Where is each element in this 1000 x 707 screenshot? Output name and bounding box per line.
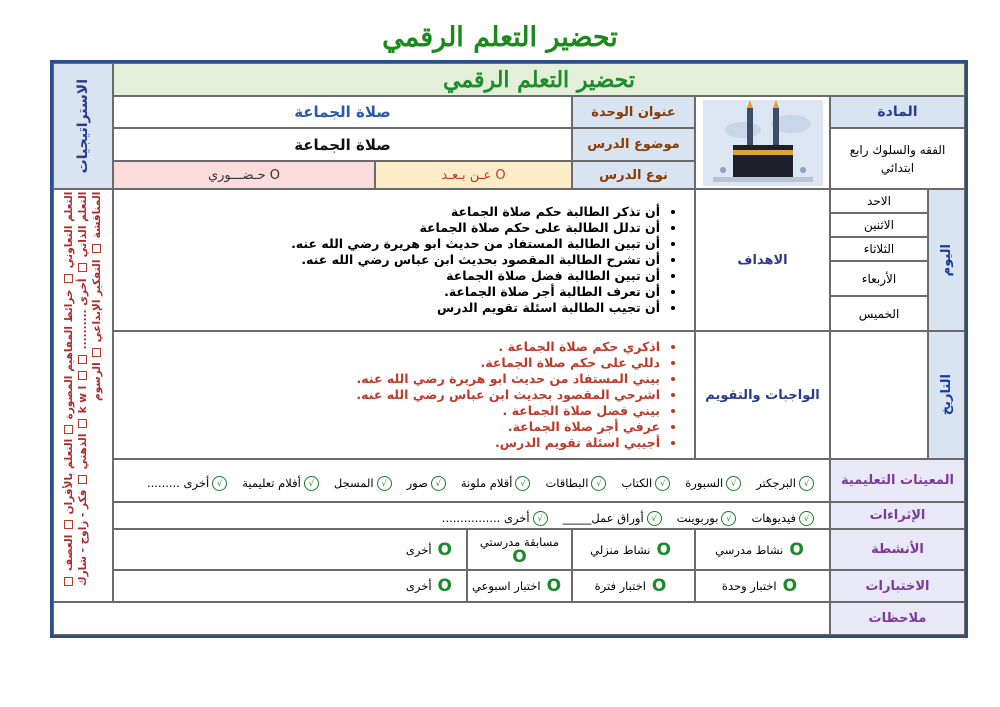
notes-label-cell — [830, 602, 965, 635]
strategy-label: المناقشة — [91, 192, 103, 243]
test-term[interactable]: اختبار فترة O — [572, 570, 695, 602]
check-circle-icon: √ — [304, 476, 319, 491]
aid-option-label: البطاقات — [545, 476, 589, 490]
tests-label-cell — [830, 570, 965, 602]
activity-other-label: أخرى — [405, 542, 432, 557]
lesson-value-cell — [113, 128, 572, 161]
aid-option[interactable] — [334, 476, 395, 491]
aids-label-cell — [830, 459, 965, 502]
day-label-sunday: الاحد — [867, 194, 891, 208]
subject-label-cell — [830, 96, 965, 128]
subject-label: المادة — [877, 104, 918, 120]
strategy-item[interactable] — [77, 382, 89, 430]
enrichment-option-label: أخرى ................ — [441, 511, 530, 525]
aid-option[interactable] — [685, 476, 744, 491]
enrichment-option-label: أوراق عمل_____ — [562, 511, 644, 525]
check-circle-icon: √ — [655, 476, 670, 491]
check-circle-icon: √ — [799, 511, 814, 526]
checkbox-icon — [65, 425, 74, 434]
notes-value-cell[interactable] — [53, 602, 830, 635]
homework-label: الواجبات والتقويم — [705, 387, 820, 403]
subject-value: الفقه والسلوك رابع ابتدائي — [849, 142, 946, 175]
strategy-item[interactable] — [91, 242, 103, 345]
unit-value-cell — [113, 96, 572, 128]
check-circle-icon: √ — [212, 476, 227, 491]
checkbox-icon — [65, 577, 74, 586]
activities-label: الأنشطة — [871, 542, 924, 557]
aid-option[interactable] — [147, 476, 230, 491]
objective-item: • أن تشرح الطالبة المقصود بحديث ابن عباس رضي الله عنه. — [291, 252, 660, 268]
objective-item: • أن تبين الطالبة المستفاد من حديث ابو هريرة رضي الله عنه. — [291, 236, 660, 252]
day-label-thursday: الخميس — [858, 306, 900, 321]
enrichment-label-cell — [830, 502, 965, 529]
strategies-label: الاستراتيجيات — [75, 78, 91, 174]
checkbox-icon — [65, 274, 74, 283]
check-circle-icon: √ — [431, 476, 446, 491]
objective-item: • أن تدلل الطالبة على حكم صلاة الجماعة — [291, 220, 660, 236]
objective-item: • أن تذكر الطالبة حكم صلاة الجماعة — [291, 204, 660, 220]
homework-item: • بيني فضل صلاة الجماعة . — [356, 403, 660, 419]
tests-label: الاختبارات — [865, 578, 930, 594]
subject-value-cell — [830, 128, 965, 189]
activity-home-label: نشاط منزلي — [590, 542, 651, 557]
date-label: التاريخ — [939, 374, 954, 416]
homework-item: • اذكري حكم صلاة الجماعة . — [356, 339, 660, 355]
homework-list — [356, 339, 682, 451]
activity-competition-label: مسابقة مدرستي — [479, 534, 560, 549]
checkbox-icon — [79, 263, 88, 272]
page-title: تحضير التعلم الرقمي — [382, 22, 618, 53]
aids-cell — [113, 459, 830, 502]
homework-item: • دللي على حكم صلاة الجماعة. — [356, 355, 660, 371]
aid-option-label: أخرى ......... — [146, 476, 210, 490]
check-circle-icon: √ — [515, 476, 530, 491]
objectives-list — [291, 204, 682, 316]
kaaba-image-cell — [695, 96, 830, 189]
activity-school[interactable]: نشاط مدرسي O — [695, 529, 830, 570]
aid-option-label: المسجل — [333, 476, 374, 490]
day-label: اليوم — [939, 243, 954, 277]
homework-item: • عرفي أجر صلاة الجماعة. — [356, 419, 660, 435]
aid-option[interactable] — [242, 476, 322, 491]
lesson-type-label-cell — [572, 161, 695, 189]
strategy-label: التعلم التعاوني — [63, 192, 75, 576]
strategy-item[interactable] — [63, 272, 75, 422]
check-circle-icon: √ — [591, 476, 606, 491]
aid-option-label: أفلام تعليمية — [242, 476, 301, 490]
strategy-label: فكر - زاوج - شارك — [77, 430, 89, 587]
presence-option[interactable] — [113, 161, 375, 189]
day-label-monday: الاثنين — [864, 218, 894, 232]
aid-option-label: السبورة — [685, 476, 724, 490]
strategy-label: خرائط المفاهيم المصورة — [63, 285, 75, 423]
aid-option-label: البرجكتر — [756, 476, 796, 490]
check-circle-icon: √ — [533, 511, 548, 526]
activity-school-label: نشاط مدرسي — [715, 542, 784, 557]
day-monday — [830, 213, 928, 237]
checkbox-icon — [79, 371, 88, 380]
strategy-label: العصف الذهني — [63, 433, 89, 572]
test-term-label: اختبار فترة — [594, 579, 646, 593]
unit-value: صلاة الجماعة — [294, 103, 391, 121]
check-circle-icon: √ — [726, 476, 741, 491]
enrichment-option-label: فيديوهات — [751, 511, 796, 525]
aid-option-label: الكتاب — [621, 476, 653, 490]
strategies-list — [56, 192, 110, 598]
activities-label-cell — [830, 529, 965, 570]
objective-item: • أن تعرف الطالبة أجر صلاة الجماعة. — [291, 284, 660, 300]
strategy-label: التعلم بالأقران — [63, 435, 75, 519]
kaaba-icon — [703, 100, 823, 186]
checkbox-icon — [79, 475, 88, 484]
day-tuesday — [830, 237, 928, 261]
remote-option[interactable] — [375, 161, 572, 189]
strategy-item[interactable] — [77, 261, 89, 352]
header-title-bar — [113, 63, 965, 96]
aid-option[interactable] — [461, 476, 534, 491]
strategies-header — [53, 63, 113, 189]
objective-item: • أن تجيب الطالبة اسئلة تقويم الدرس — [291, 300, 660, 316]
day-header — [928, 189, 965, 331]
day-label-wednesday: الأربعاء — [861, 271, 897, 286]
objective-item: • أن تبين الطالبة فضل صلاة الجماعة — [291, 268, 660, 284]
objectives-cell — [113, 189, 695, 331]
date-header — [928, 331, 965, 459]
day-thursday — [830, 296, 928, 331]
day-wednesday — [830, 261, 928, 296]
checkbox-icon — [79, 419, 88, 428]
aid-option[interactable] — [407, 476, 449, 491]
unit-label-cell — [572, 96, 695, 128]
test-unit-label: اختبار وحدة — [721, 579, 777, 593]
enrichment-option[interactable] — [442, 511, 551, 526]
homework-item: • أجيبي اسئلة تقويم الدرس. — [356, 435, 660, 451]
enrichment-cell — [113, 502, 830, 529]
lesson-label-cell — [572, 128, 695, 161]
homework-label-cell — [695, 331, 830, 459]
enrichment-option[interactable] — [563, 511, 665, 526]
objectives-label-cell — [695, 189, 830, 331]
check-circle-icon: √ — [647, 511, 662, 526]
enrichment-label: الإثراءات — [869, 508, 926, 523]
lesson-label: موضوع الدرس — [587, 137, 680, 152]
strategy-item[interactable] — [91, 346, 103, 401]
lesson-type-label: نوع الدرس — [599, 167, 668, 183]
day-label-tuesday: الثلاثاء — [863, 242, 895, 256]
enrichment-option[interactable] — [751, 511, 817, 526]
aids-options — [141, 471, 823, 491]
strategy-label: التعلم الذاتي — [77, 192, 89, 370]
strategy-label: الرسوم — [91, 358, 103, 401]
strategy-label: التفكير الإبداعي — [91, 255, 103, 346]
test-weekly-label: اختبار اسبوعي — [471, 579, 541, 593]
checkbox-icon — [93, 244, 102, 253]
homework-item: • بيني المستفاد من حديث ابو هريرة رضي الله عنه. — [356, 371, 660, 387]
presence-option-label: حـضـــوري O — [207, 167, 281, 183]
lesson-value: صلاة الجماعة — [294, 135, 391, 154]
strategy-item[interactable] — [63, 423, 75, 519]
objectives-label: الاهداف — [737, 252, 788, 268]
remote-option-label: عـن بـعـد O — [441, 167, 506, 183]
enrichment-option-label: بوربوينت — [676, 511, 719, 525]
header-title: تحضير التعلم الرقمي — [442, 66, 636, 93]
checkbox-icon — [79, 355, 88, 364]
day-sunday — [830, 189, 928, 213]
strategy-label: أخرى .......... — [77, 274, 89, 353]
aid-option[interactable] — [621, 476, 673, 491]
activity-home[interactable]: نشاط منزلي O — [572, 529, 695, 570]
unit-label: عنوان الوحدة — [591, 104, 676, 120]
enrichment-option[interactable] — [677, 511, 740, 526]
notes-label: ملاحظات — [868, 611, 927, 626]
enrichment-options — [436, 506, 823, 526]
checkbox-icon — [93, 348, 102, 357]
strategy-label: k w l — [77, 382, 89, 418]
test-unit[interactable]: اختبار وحدة O — [695, 570, 830, 602]
aid-option[interactable] — [545, 476, 609, 491]
test-other-label: أخرى — [405, 579, 432, 593]
test-other[interactable]: أخرى O — [113, 570, 467, 602]
aid-option[interactable] — [756, 476, 817, 491]
aid-option-label: صور — [406, 476, 428, 490]
aids-label: المعينات التعليمية — [841, 473, 954, 488]
test-weekly[interactable]: اختبار اسبوعي O — [467, 570, 572, 602]
aid-option-label: أقلام ملونة — [460, 476, 513, 490]
check-circle-icon: √ — [377, 476, 392, 491]
check-circle-icon: √ — [799, 476, 814, 491]
activity-competition[interactable]: مسابقة مدرستي O — [467, 529, 572, 570]
homework-item: • اشرحي المقصود بحديث ابن عباس رضي الله عنه. — [356, 387, 660, 403]
date-value-cell — [830, 331, 928, 459]
checkbox-icon — [65, 520, 74, 529]
activity-other[interactable]: أخرى O — [113, 529, 467, 570]
homework-cell — [113, 331, 695, 459]
check-circle-icon: √ — [721, 511, 736, 526]
